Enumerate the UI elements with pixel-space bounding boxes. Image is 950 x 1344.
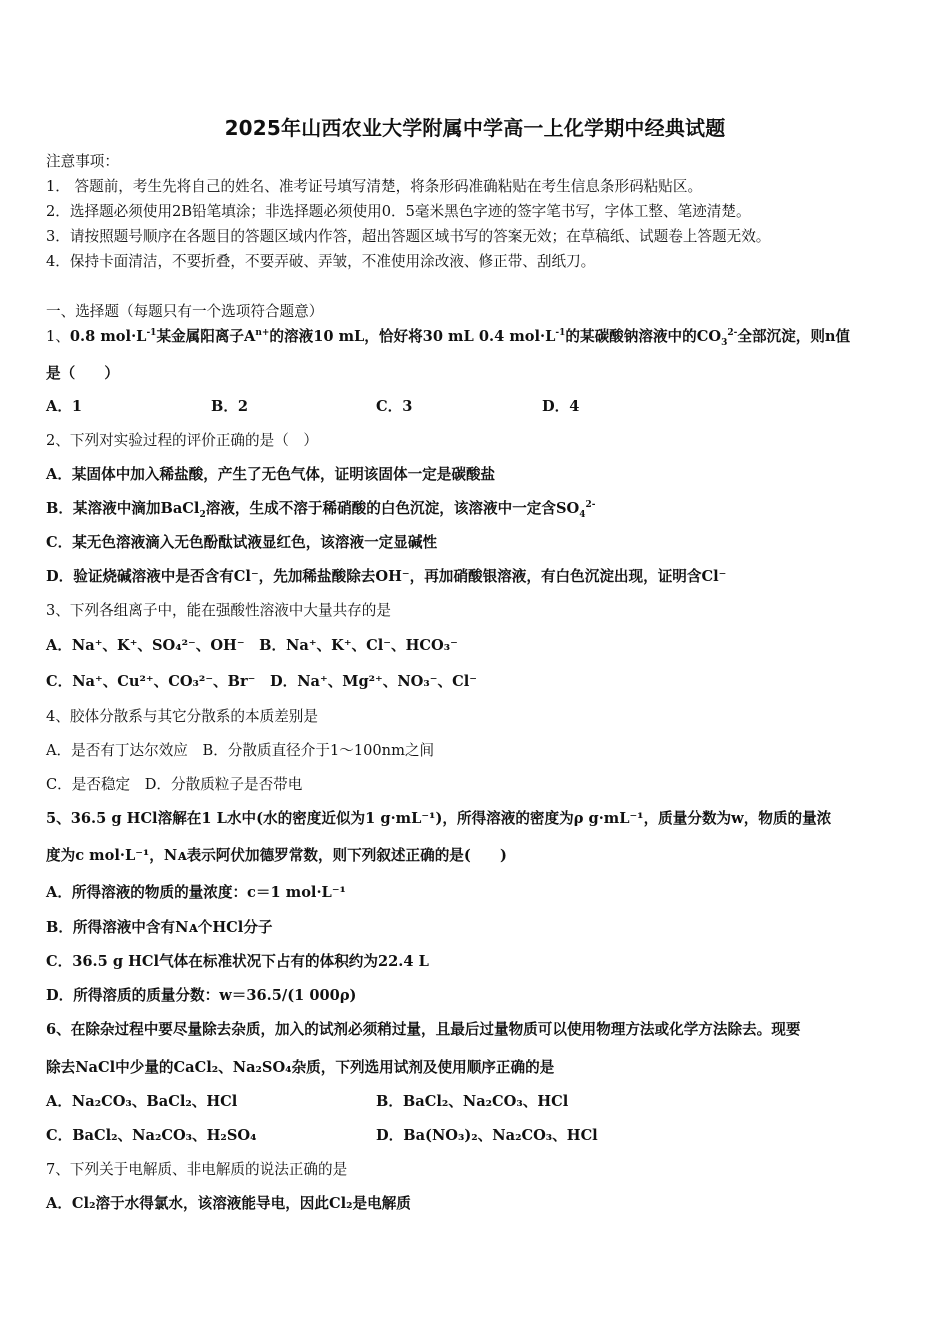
question-4-stem: 4、胶体分散系与其它分散系的本质差别是 <box>46 708 318 725</box>
question-5-option-b: B．所得溶液中含有Nᴀ个HCl分子 <box>46 919 273 936</box>
q1-part-2: 某金属阳离子A <box>156 328 256 345</box>
notice-item-2: 2．选择题必须使用2B铅笔填涂；非选择题必须使用0．5毫米黑色字迹的签字笔书写，字体工整、笔迹清楚。 <box>46 203 751 220</box>
q1-part-1: 0.8 mol·L <box>69 328 147 345</box>
question-6-option-b: B．BaCl₂、Na₂CO₃、HCl <box>376 1093 569 1110</box>
q1-sup-4: 2- <box>727 328 738 339</box>
question-6-option-a: A．Na₂CO₃、BaCl₂、HCl <box>46 1093 238 1110</box>
notice-item-4: 4．保持卡面清洁，不要折叠，不要弄破、弄皱，不准使用涂改液、修正带、刮纸刀。 <box>46 253 596 270</box>
question-6-option-c: C．BaCl₂、Na₂CO₃、H₂SO₄ <box>46 1127 257 1144</box>
q1-sup-3: -1 <box>555 328 566 339</box>
notice-heading: 注意事项： <box>46 153 119 170</box>
question-1-option-b: B．2 <box>211 398 249 415</box>
question-5-stem-line-1: 5、36.5 g HCl溶解在1 L水中(水的密度近似为1 g·mL⁻¹)，所得溶液的密度为ρ g·mL⁻¹，质量分数为w，物质的量浓 <box>46 810 832 827</box>
page-title: 2025年山西农业大学附属中学高一上化学期中经典试题 <box>224 116 726 140</box>
question-4-options-row-2: C．是否稳定 D．分散质粒子是否带电 <box>46 776 303 793</box>
question-1-number: 1、 <box>46 328 70 345</box>
q1-sub-4: 3 <box>721 337 728 348</box>
notice-item-3: 3．请按照题号顺序在各题目的答题区域内作答，超出答题区域书写的答案无效；在草稿纸、试题卷上答题无效。 <box>46 228 771 245</box>
question-1-option-d: D．4 <box>542 398 580 415</box>
section-heading: 一、选择题（每题只有一个选项符合题意） <box>46 303 324 320</box>
question-1-option-a: A．1 <box>46 398 83 415</box>
question-1-stem-cont: 是（ ） <box>46 365 119 382</box>
question-6-option-d: D．Ba(NO₃)₂、Na₂CO₃、HCl <box>376 1127 598 1144</box>
q1-sup-2: n+ <box>255 328 270 339</box>
question-6-stem-line-1: 6、在除杂过程中要尽量除去杂质，加入的试剂必须稍过量，且最后过量物质可以使用物理方法或化学方法除去。现要 <box>46 1021 801 1038</box>
q2-b-part-1: B．某溶液中滴加BaCl <box>46 500 200 517</box>
question-1-stem <box>46 327 850 347</box>
q1-sup-1: -1 <box>146 328 157 339</box>
q2-b-sub-2: 4 <box>579 509 586 520</box>
question-5-option-d: D．所得溶质的质量分数：w＝36.5/(1 000ρ) <box>46 987 357 1004</box>
question-2-option-b <box>46 499 596 519</box>
question-5-stem-line-2: 度为c mol·L⁻¹，Nᴀ表示阿伏加德罗常数，则下列叙述正确的是( ) <box>46 847 507 864</box>
q2-b-sub-1: 2 <box>199 509 206 520</box>
question-5-option-a: A．所得溶液的物质的量浓度：c＝1 mol·L⁻¹ <box>46 884 346 901</box>
question-3-options-row-1: A．Na⁺、K⁺、SO₄²⁻、OH⁻ B．Na⁺、K⁺、Cl⁻、HCO₃⁻ <box>46 637 458 654</box>
q1-part-4: 的某碳酸钠溶液中的CO <box>565 328 722 345</box>
question-7-option-a: A．Cl₂溶于水得氯水，该溶液能导电，因此Cl₂是电解质 <box>46 1195 411 1212</box>
question-5-option-c: C．36.5 g HCl气体在标准状况下占有的体积约为22.4 L <box>46 953 429 970</box>
question-6-stem-line-2: 除去NaCl中少量的CaCl₂、Na₂SO₄杂质，下列选用试剂及使用顺序正确的是 <box>46 1059 555 1076</box>
notice-item-1: 1． 答题前，考生先将自己的姓名、准考证号填写清楚，将条形码准确粘贴在考生信息条形码粘贴区。 <box>46 178 703 195</box>
question-4-options-row-1: A．是否有丁达尔效应 B．分散质直径介于1～100nm之间 <box>46 742 435 759</box>
q1-part-3: 的溶液10 mL，恰好将30 mL 0.4 mol·L <box>269 328 556 345</box>
question-2-option-d: D．验证烧碱溶液中是否含有Cl⁻，先加稀盐酸除去OH⁻，再加硝酸银溶液，有白色沉淀出现，证明含Cl⁻ <box>46 568 727 585</box>
question-3-stem: 3、下列各组离子中，能在强酸性溶液中大量共存的是 <box>46 602 391 619</box>
question-3-options-row-2: C．Na⁺、Cu²⁺、CO₃²⁻、Br⁻ D．Na⁺、Mg²⁺、NO₃⁻、Cl⁻ <box>46 673 477 690</box>
question-7-stem: 7、下列关于电解质、非电解质的说法正确的是 <box>46 1161 348 1178</box>
question-2-option-c: C．某无色溶液滴入无色酚酞试液显红色，该溶液一定显碱性 <box>46 534 438 551</box>
question-2-option-a: A．某固体中加入稀盐酸，产生了无色气体，证明该固体一定是碳酸盐 <box>46 466 496 483</box>
question-2-stem: 2、下列对实验过程的评价正确的是（ ） <box>46 432 318 449</box>
q2-b-part-2: 溶液，生成不溶于稀硝酸的白色沉淀，该溶液中一定含SO <box>205 500 580 517</box>
q1-part-5: 全部沉淀，则n值 <box>737 328 851 345</box>
question-1-option-c: C．3 <box>376 398 413 415</box>
q2-b-sup: 2- <box>585 500 596 511</box>
